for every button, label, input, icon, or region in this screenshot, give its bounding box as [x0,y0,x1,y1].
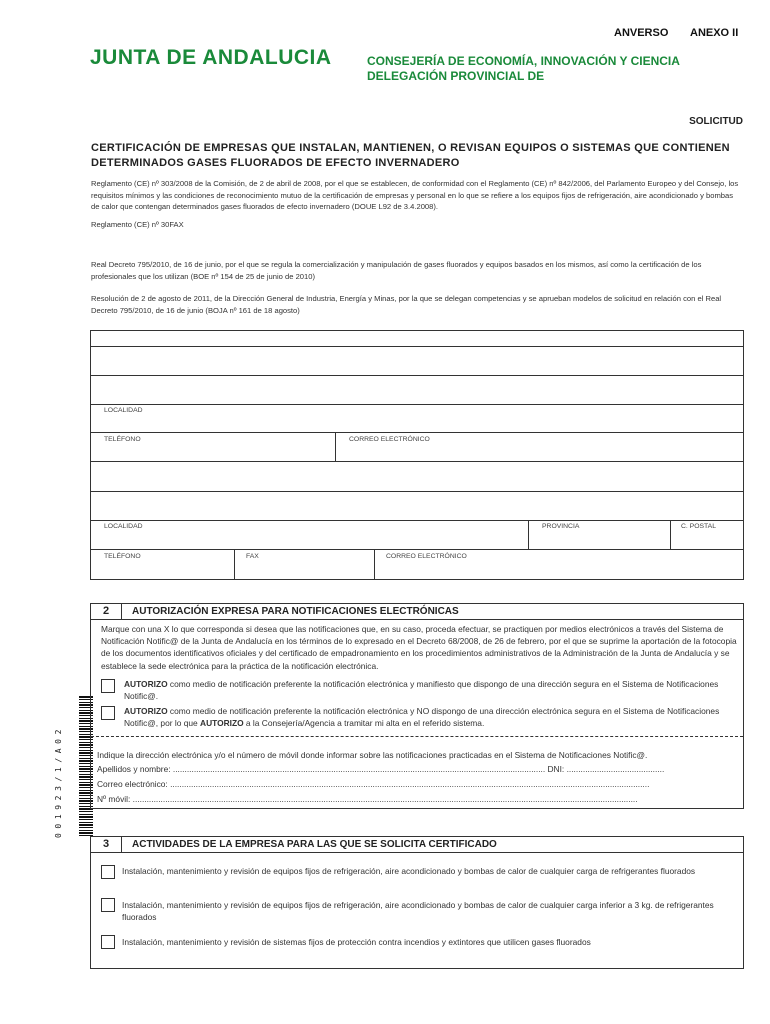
barcode-number: 001923/1/A02 [54,725,63,838]
telefono2-label: TELÉFONO [104,553,141,560]
fax-label: FAX [246,553,259,560]
indique-text: Indique la dirección electrónica y/o el número de móvil donde informar sobre las notificaciones practicadas en el Sistema de Notificaciones Notific@. [97,750,648,760]
activity-3-checkbox[interactable] [101,935,115,949]
junta-andalucia-logo: JUNTA DE ANDALUCIA [90,46,332,69]
delegacion-name: DELEGACIÓN PROVINCIAL DE [367,69,545,83]
consejeria-name: CONSEJERÍA DE ECONOMÍA, INNOVACIÓN Y CIENCIA [367,54,680,68]
activity-1-text: Instalación, mantenimiento y revisión de equipos fijos de refrigeración, aire acondicionado y bombas de calor de cualquier carga de refrigerantes fluorados [122,866,696,876]
notification-option-1-checkbox[interactable] [101,679,115,693]
section-3-box [90,836,744,969]
activity-1-checkbox[interactable] [101,865,115,879]
correo-label: CORREO ELECTRÓNICO [349,436,430,443]
section-3-title: ACTIVIDADES DE LA EMPRESA PARA LAS QUE SE SOLICITA CERTIFICADO [132,839,497,850]
apellidos-field[interactable]: Apellidos y nombre: ................................................................................................................................................................ DNI: .......................................... [97,764,665,774]
anexo-label: ANEXO II [690,27,739,39]
section-3-number: 3 [102,838,110,850]
notification-option-2-checkbox[interactable] [101,706,115,720]
legal-ref-3: Real Decreto 795/2010, de 16 de junio, por el que se regula la comercialización y manipulación de gases fluorados y equipos basados en los mismos, así como la certificación de los profesionales que los utilizan (BOE nº 154 de 25 de junio de 2010) [91,260,702,281]
localidad2-label: LOCALIDAD [104,523,143,530]
anverso-label: ANVERSO [614,27,669,39]
consejeria-block [367,54,680,84]
movil-field[interactable]: Nº móvil: ......................................................................................................................................................................................................................... [97,794,638,804]
authorize-bold-2: AUTORIZO [124,706,168,716]
provincia-label: PROVINCIA [542,523,580,530]
activity-2-text: Instalación, mantenimiento y revisión de equipos fijos de refrigeración, aire acondicionado y bombas de calor de cualquier carga inferior a 3 kg. de refrigerantes fluorados [122,900,714,923]
legal-ref-4: Resolución de 2 de agosto de 2011, de la Dirección General de Industria, Energía y Minas, por la que se delegan competencias y se aprueban modelos de solicitud en relación con el Real Decreto 795/2010, de 16 de junio (BOJA nº 161 de 18 agosto) [91,294,722,315]
telefono-label: TELÉFONO [104,436,141,443]
legal-ref-1: Reglamento (CE) nº 303/2008 de la Comisión, de 2 de abril de 2008, por el que se establecen, de conformidad con el Reglamento (CE) nº 842/2006, del Parlamento Europeo y del Consejo, los requisitos mínimos y las condiciones de reconocimiento mutuo de la certificación de empresas y personal en lo que se refiere a los equipos fijos de refrigeración, aire acondicionado y bombas de calor que contengan determinados gases fluorados de efecto invernadero (DOUE L92 de 3.4.2008). [91,179,739,212]
option-1-desc: como medio de notificación preferente la notificación electrónica y manifiesto que dispongo de una dirección segura en el Sistema de Notificaciones Notific@. [124,679,719,702]
cpostal-label: C. POSTAL [681,523,716,530]
notification-option-2-text [124,705,736,729]
section-2-number: 2 [102,605,110,617]
section-2-intro: Marque con una X lo que corresponda si desea que las notificaciones que, en su caso, proceda efectuar, se practiquen por medios electrónicos a través del Sistema de Notificación Notific@ de la Junta de Andalucía en los términos de lo expresado en el Decreto 68/2008, de 26 de febrero, por el que se suprime la aportación de la fotocopia de los documentos identificativos oficiales y del certificado de empadronamiento en los procedimientos administrativos de la Administración de la Junta de Andalucía y se establece la sede electrónica para la práctica de la notificación electrónica. [101,624,737,671]
section-2-box [90,603,744,809]
activity-3-text: Instalación, mantenimiento y revisión de sistemas fijos de protección contra incendios y extintores que utilicen gases fluorados [122,937,591,947]
correo2-label: CORREO ELECTRÓNICO [386,553,467,560]
document-title: CERTIFICACIÓN DE EMPRESAS QUE INSTALAN, MANTIENEN, O REVISAN EQUIPOS O SISTEMAS QUE CONTIENEN DETERMINADOS GASES FLUORADOS DE EFECTO INVERNADERO [91,142,730,169]
authorize-bold-1: AUTORIZO [124,679,168,689]
applicant-data-box [90,330,744,580]
localidad-label: LOCALIDAD [104,407,143,414]
activity-2-checkbox[interactable] [101,898,115,912]
notification-option-1-text [124,678,736,702]
section-2-title: AUTORIZACIÓN EXPRESA PARA NOTIFICACIONES ELECTRÓNICAS [132,606,459,617]
solicitud-label: SOLICITUD [689,116,743,127]
option-2-desc-b: a la Consejería/Agencia a tramitar mi alta en el referido sistema. [243,718,485,729]
correo-field[interactable]: Correo electrónico: .............................................................................................................................................................................................................. [97,779,650,789]
option-2-desc-a: como medio de notificación preferente la notificación electrónica y NO dispongo de una dirección electrónica segura en el Sistema de Notificaciones Notific@, por lo que [124,706,720,729]
legal-ref-2: Reglamento (CE) nº 30FAX [91,220,184,229]
authorize-bold-3: AUTORIZO [200,718,244,729]
